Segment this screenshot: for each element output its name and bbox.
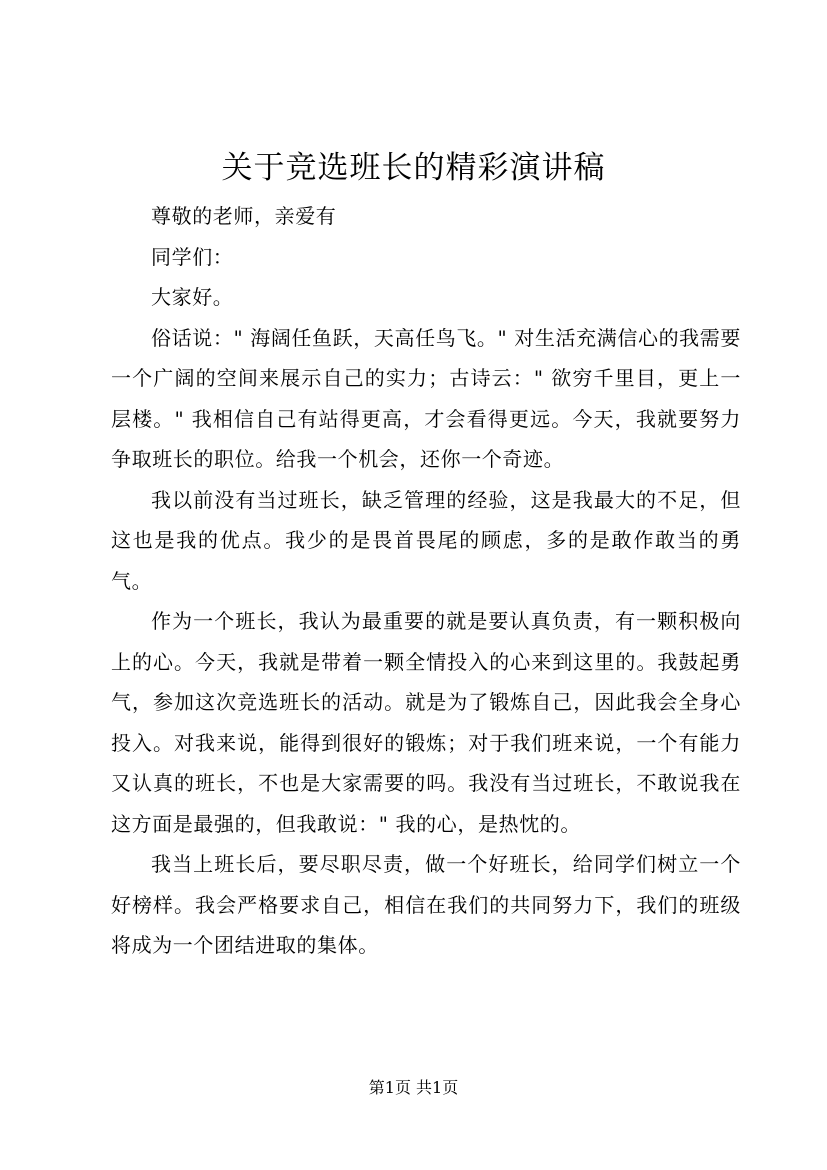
paragraph-salutation: 尊敬的老师，亲爱有: [151, 204, 337, 228]
paragraph-salutation-continued: 同学们：: [151, 244, 234, 269]
paragraph-4: 我当上班长后，要尽职尽责，做一个好班长，给同学们树立一个好榜样。我会严格要求自己，相信在我们的共同努力下，我们的班级将成为一个团结进取的集体。: [111, 852, 741, 957]
paragraph-1: 俗话说：" 海阔任鱼跃，天高任鸟飞。" 对生活充满信心的我需要一个广阔的空间来展示自己的实力；古诗云：" 欲穷千里目，更上一层楼。" 我相信自己有站得更高，才会看得更远。今天，我就要努力争取班长的职位。给我一个机会，还你一个奇迹。: [111, 325, 741, 471]
paragraph-3: 作为一个班长，我认为最重要的就是要认真负责，有一颗积极向上的心。今天，我就是带着一颗全情投入的心来到这里的。我鼓起勇气，参加这次竞选班长的活动。就是为了锻炼自己，因此我会全身心投入。对我来说，能得到很好的锻炼；对于我们班来说，一个有能力又认真的班长，不也是大家需要的吗。我没有当过班长，不敢说我在这方面是最强的，但我敢说：" 我的心，是热忱的。: [111, 609, 741, 836]
paragraph-2: 我以前没有当过班长，缺乏管理的经验，这是我最大的不足，但这也是我的优点。我少的是畏首畏尾的顾虑，多的是敢作敢当的勇气。: [111, 487, 741, 593]
document-title: 关于竞选班长的精彩演讲稿: [221, 150, 606, 186]
document-body: [111, 196, 741, 966]
page-footer: 第1页 共1页: [368, 1078, 459, 1097]
paragraph-greeting: 大家好。: [151, 285, 234, 309]
